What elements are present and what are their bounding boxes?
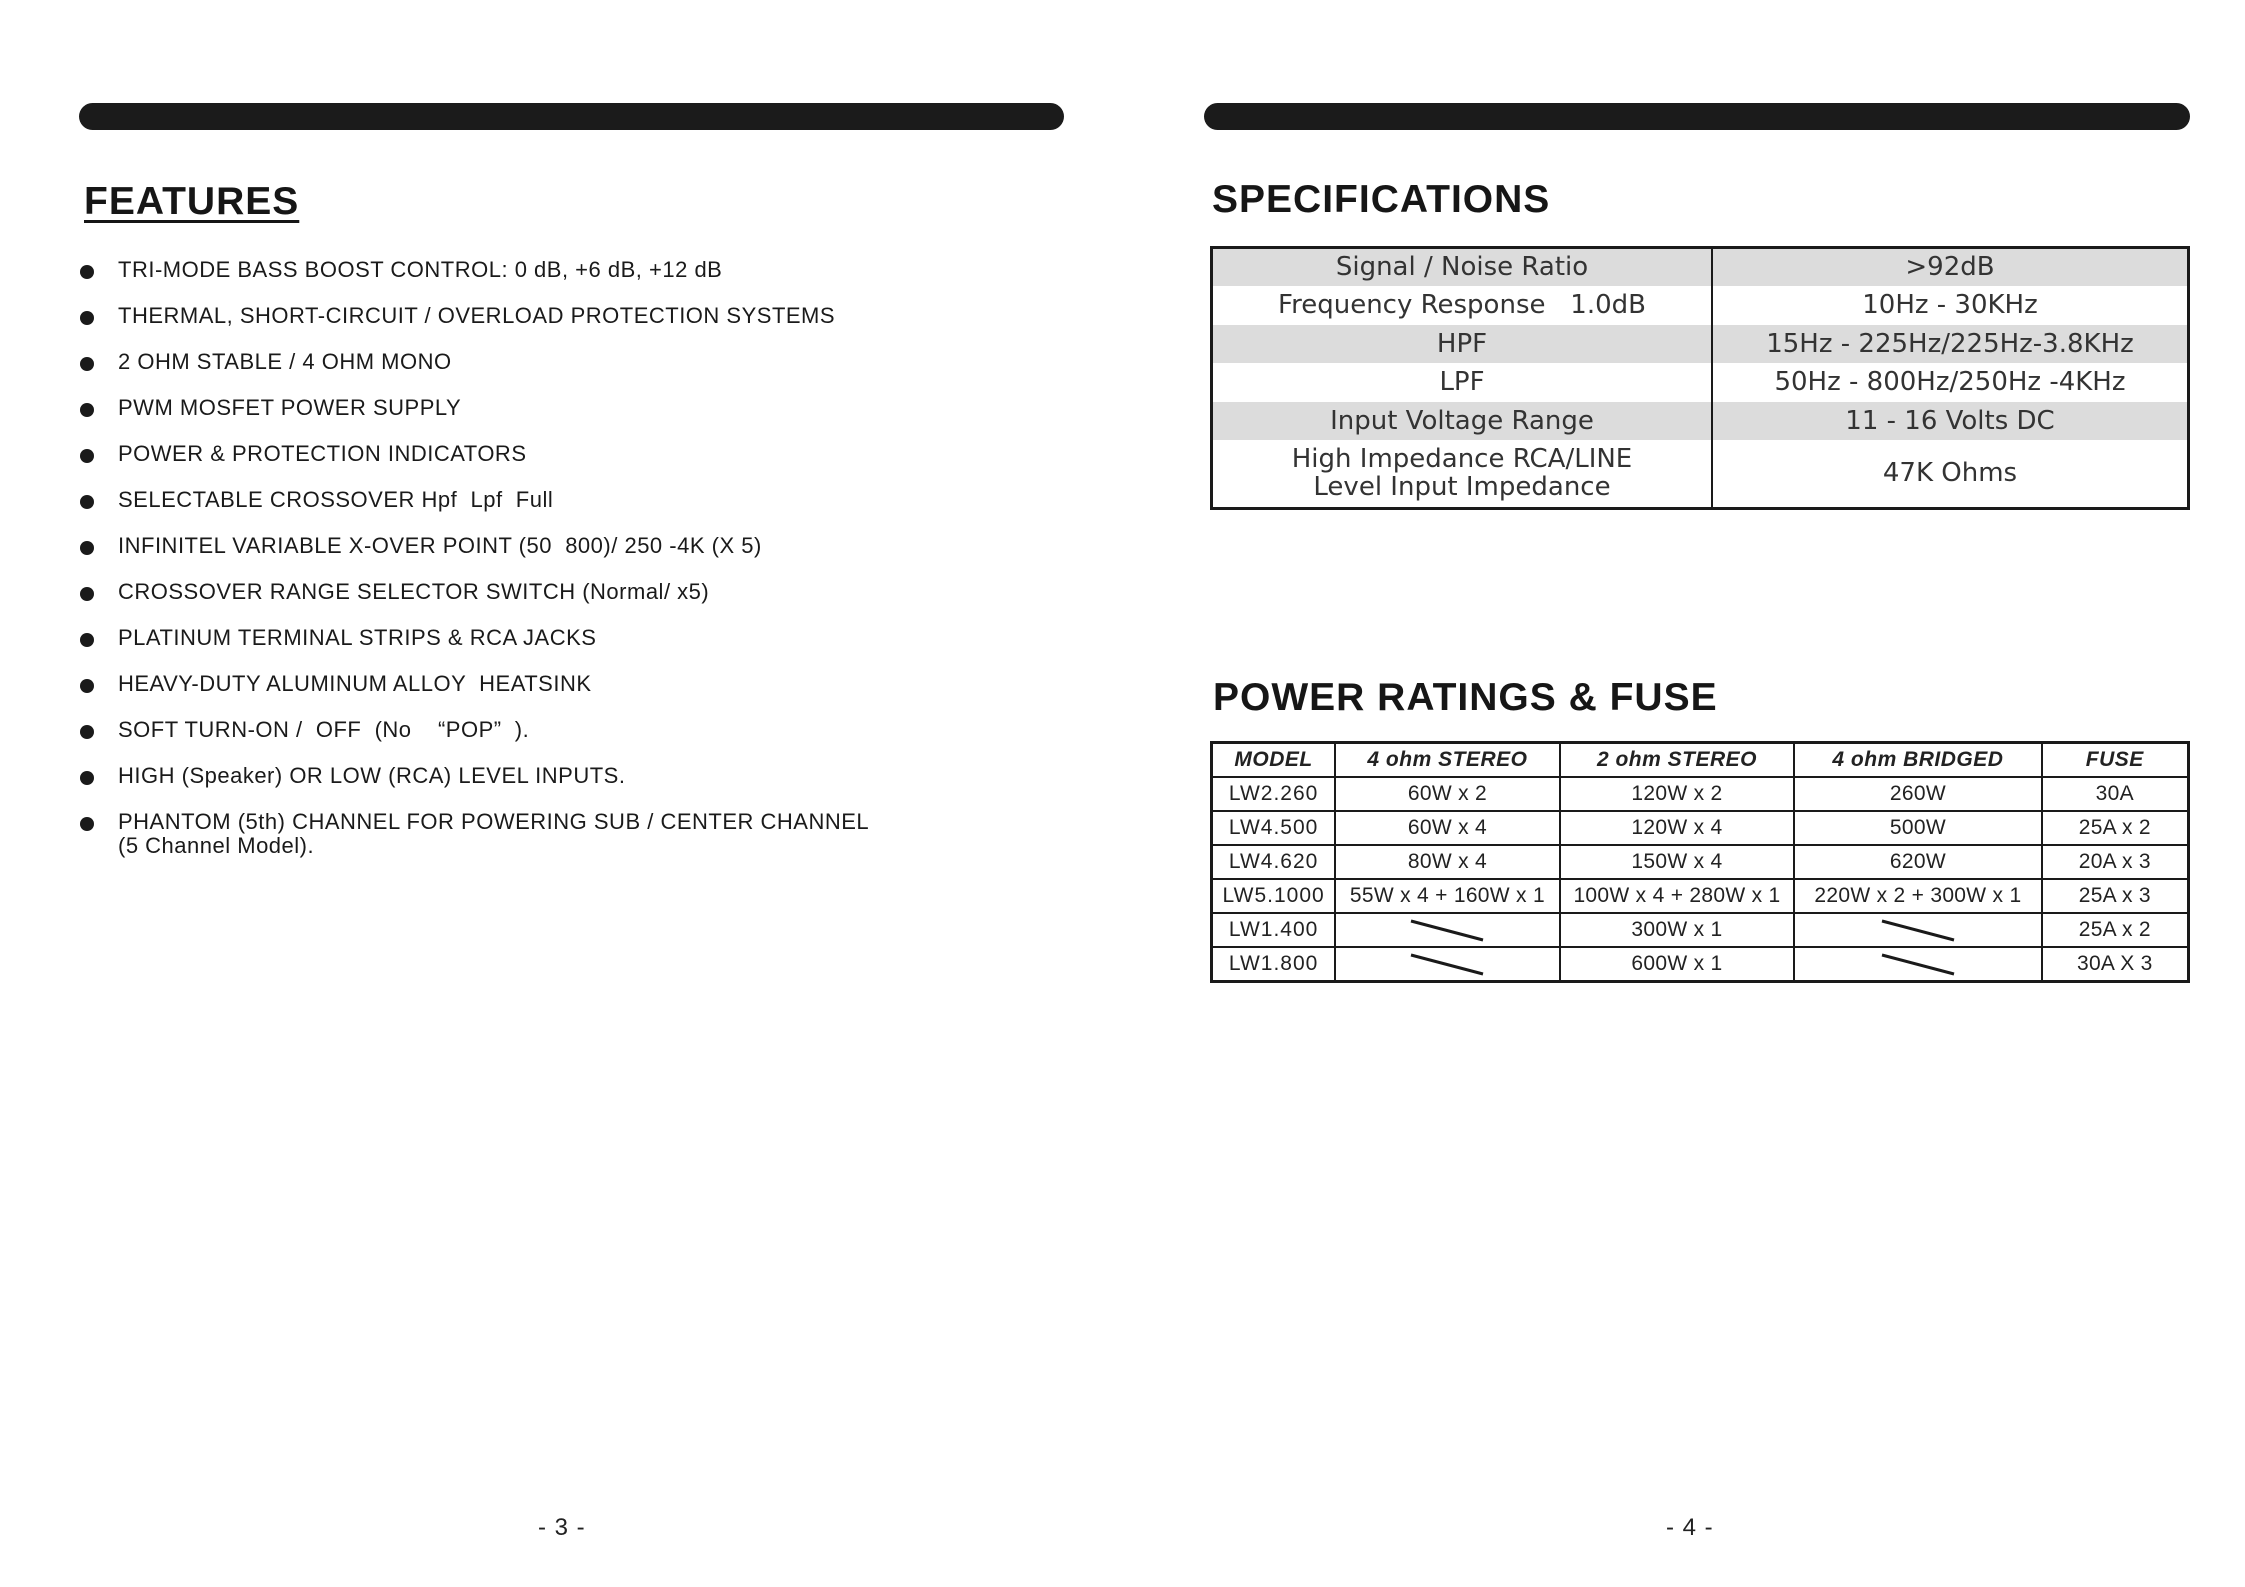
bullet-icon — [80, 817, 94, 831]
feature-item: HIGH (Speaker) OR LOW (RCA) LEVEL INPUTS. — [79, 764, 979, 810]
spec-value: 10Hz - 30KHz — [1712, 286, 2189, 325]
feature-item: 2 OHM STABLE / 4 OHM MONO — [79, 350, 979, 396]
page-number: - 3 - — [538, 1514, 586, 1541]
header-bar — [1204, 103, 2190, 130]
specifications-table — [1210, 246, 2190, 510]
bullet-icon — [80, 725, 94, 739]
spec-param: Input Voltage Range — [1212, 402, 1713, 441]
spec-value: 50Hz - 800Hz/250Hz -4KHz — [1712, 363, 2189, 402]
table-cell: 30A — [2042, 777, 2189, 811]
table-cell: 20A x 3 — [2042, 845, 2189, 879]
table-row — [1212, 811, 2189, 845]
right-page — [1122, 0, 2245, 1587]
spec-value: 47K Ohms — [1712, 440, 2189, 508]
feature-item: PHANTOM (5th) CHANNEL FOR POWERING SUB / CENTER CHANNEL (5 Channel Model). — [79, 810, 979, 874]
not-applicable-slash-icon — [1407, 916, 1487, 944]
spec-param: High Impedance RCA/LINE Level Input Impedance — [1212, 440, 1713, 508]
header-bar — [79, 103, 1064, 130]
header-2ohm-stereo: 2 ohm STEREO — [1560, 743, 1795, 778]
model-cell: LW1.400 — [1212, 913, 1336, 947]
table-cell: 80W x 4 — [1335, 845, 1560, 879]
header-4ohm-bridged: 4 ohm BRIDGED — [1794, 743, 2041, 778]
spec-row — [1212, 286, 2189, 325]
power-header-row — [1212, 743, 2189, 778]
not-applicable-slash-icon — [1407, 950, 1487, 978]
table-cell: 600W x 1 — [1560, 947, 1795, 982]
spec-value: 11 - 16 Volts DC — [1712, 402, 2189, 441]
table-cell: 120W x 2 — [1560, 777, 1795, 811]
table-row — [1212, 879, 2189, 913]
table-cell: 150W x 4 — [1560, 845, 1795, 879]
model-cell: LW2.260 — [1212, 777, 1336, 811]
table-cell: 55W x 4 + 160W x 1 — [1335, 879, 1560, 913]
model-cell: LW5.1000 — [1212, 879, 1336, 913]
table-cell: 120W x 4 — [1560, 811, 1795, 845]
spec-param: LPF — [1212, 363, 1713, 402]
spec-row — [1212, 325, 2189, 364]
table-row — [1212, 845, 2189, 879]
bullet-icon — [80, 679, 94, 693]
feature-item: SOFT TURN-ON / OFF (No “POP” ). — [79, 718, 979, 764]
spec-row — [1212, 363, 2189, 402]
spec-value: >92dB — [1712, 248, 2189, 287]
feature-item: HEAVY-DUTY ALUMINUM ALLOY HEATSINK — [79, 672, 979, 718]
power-ratings-title: POWER RATINGS & FUSE — [1213, 676, 1718, 719]
table-cell: 60W x 4 — [1335, 811, 1560, 845]
feature-item: POWER & PROTECTION INDICATORS — [79, 442, 979, 488]
bullet-icon — [80, 403, 94, 417]
model-cell: LW4.500 — [1212, 811, 1336, 845]
table-cell: 25A x 2 — [2042, 811, 2189, 845]
feature-item: PLATINUM TERMINAL STRIPS & RCA JACKS — [79, 626, 979, 672]
header-fuse: FUSE — [2042, 743, 2189, 778]
bullet-icon — [80, 495, 94, 509]
feature-item: THERMAL, SHORT-CIRCUIT / OVERLOAD PROTECTION SYSTEMS — [79, 304, 979, 350]
spec-row — [1212, 248, 2189, 287]
table-row — [1212, 777, 2189, 811]
page-number: - 4 - — [1666, 1514, 1714, 1541]
specifications-title: SPECIFICATIONS — [1212, 178, 1551, 221]
table-cell: 60W x 2 — [1335, 777, 1560, 811]
table-cell: 500W — [1794, 811, 2041, 845]
feature-item: SELECTABLE CROSSOVER Hpf Lpf Full — [79, 488, 979, 534]
bullet-icon — [80, 357, 94, 371]
bullet-icon — [80, 265, 94, 279]
spec-row — [1212, 402, 2189, 441]
bullet-icon — [80, 449, 94, 463]
spec-param: Signal / Noise Ratio — [1212, 248, 1713, 287]
table-cell: 30A X 3 — [2042, 947, 2189, 982]
power-ratings-table — [1210, 741, 2190, 983]
spec-param: Frequency Response 1.0dB — [1212, 286, 1713, 325]
na-cell — [1335, 913, 1560, 947]
na-cell — [1794, 947, 2041, 982]
feature-item: TRI-MODE BASS BOOST CONTROL: 0 dB, +6 dB, +12 dB — [79, 258, 979, 304]
feature-item: PWM MOSFET POWER SUPPLY — [79, 396, 979, 442]
bullet-icon — [80, 541, 94, 555]
header-4ohm-stereo: 4 ohm STEREO — [1335, 743, 1560, 778]
table-cell: 100W x 4 + 280W x 1 — [1560, 879, 1795, 913]
features-list — [79, 258, 979, 874]
left-page — [0, 0, 1122, 1587]
table-row — [1212, 913, 2189, 947]
bullet-icon — [80, 771, 94, 785]
features-title: FEATURES — [84, 180, 300, 223]
feature-item: CROSSOVER RANGE SELECTOR SWITCH (Normal/ x5) — [79, 580, 979, 626]
na-cell — [1794, 913, 2041, 947]
model-cell: LW4.620 — [1212, 845, 1336, 879]
bullet-icon — [80, 587, 94, 601]
table-cell: 620W — [1794, 845, 2041, 879]
spec-row — [1212, 440, 2189, 508]
feature-item: INFINITEL VARIABLE X-OVER POINT (50 800)/ 250 -4K (X 5) — [79, 534, 979, 580]
not-applicable-slash-icon — [1878, 950, 1958, 978]
table-row — [1212, 947, 2189, 982]
table-cell: 300W x 1 — [1560, 913, 1795, 947]
not-applicable-slash-icon — [1878, 916, 1958, 944]
table-cell: 25A x 2 — [2042, 913, 2189, 947]
header-model: MODEL — [1212, 743, 1336, 778]
na-cell — [1335, 947, 1560, 982]
bullet-icon — [80, 311, 94, 325]
table-cell: 220W x 2 + 300W x 1 — [1794, 879, 2041, 913]
spec-value: 15Hz - 225Hz/225Hz-3.8KHz — [1712, 325, 2189, 364]
model-cell: LW1.800 — [1212, 947, 1336, 982]
bullet-icon — [80, 633, 94, 647]
table-cell: 25A x 3 — [2042, 879, 2189, 913]
table-cell: 260W — [1794, 777, 2041, 811]
spec-param: HPF — [1212, 325, 1713, 364]
